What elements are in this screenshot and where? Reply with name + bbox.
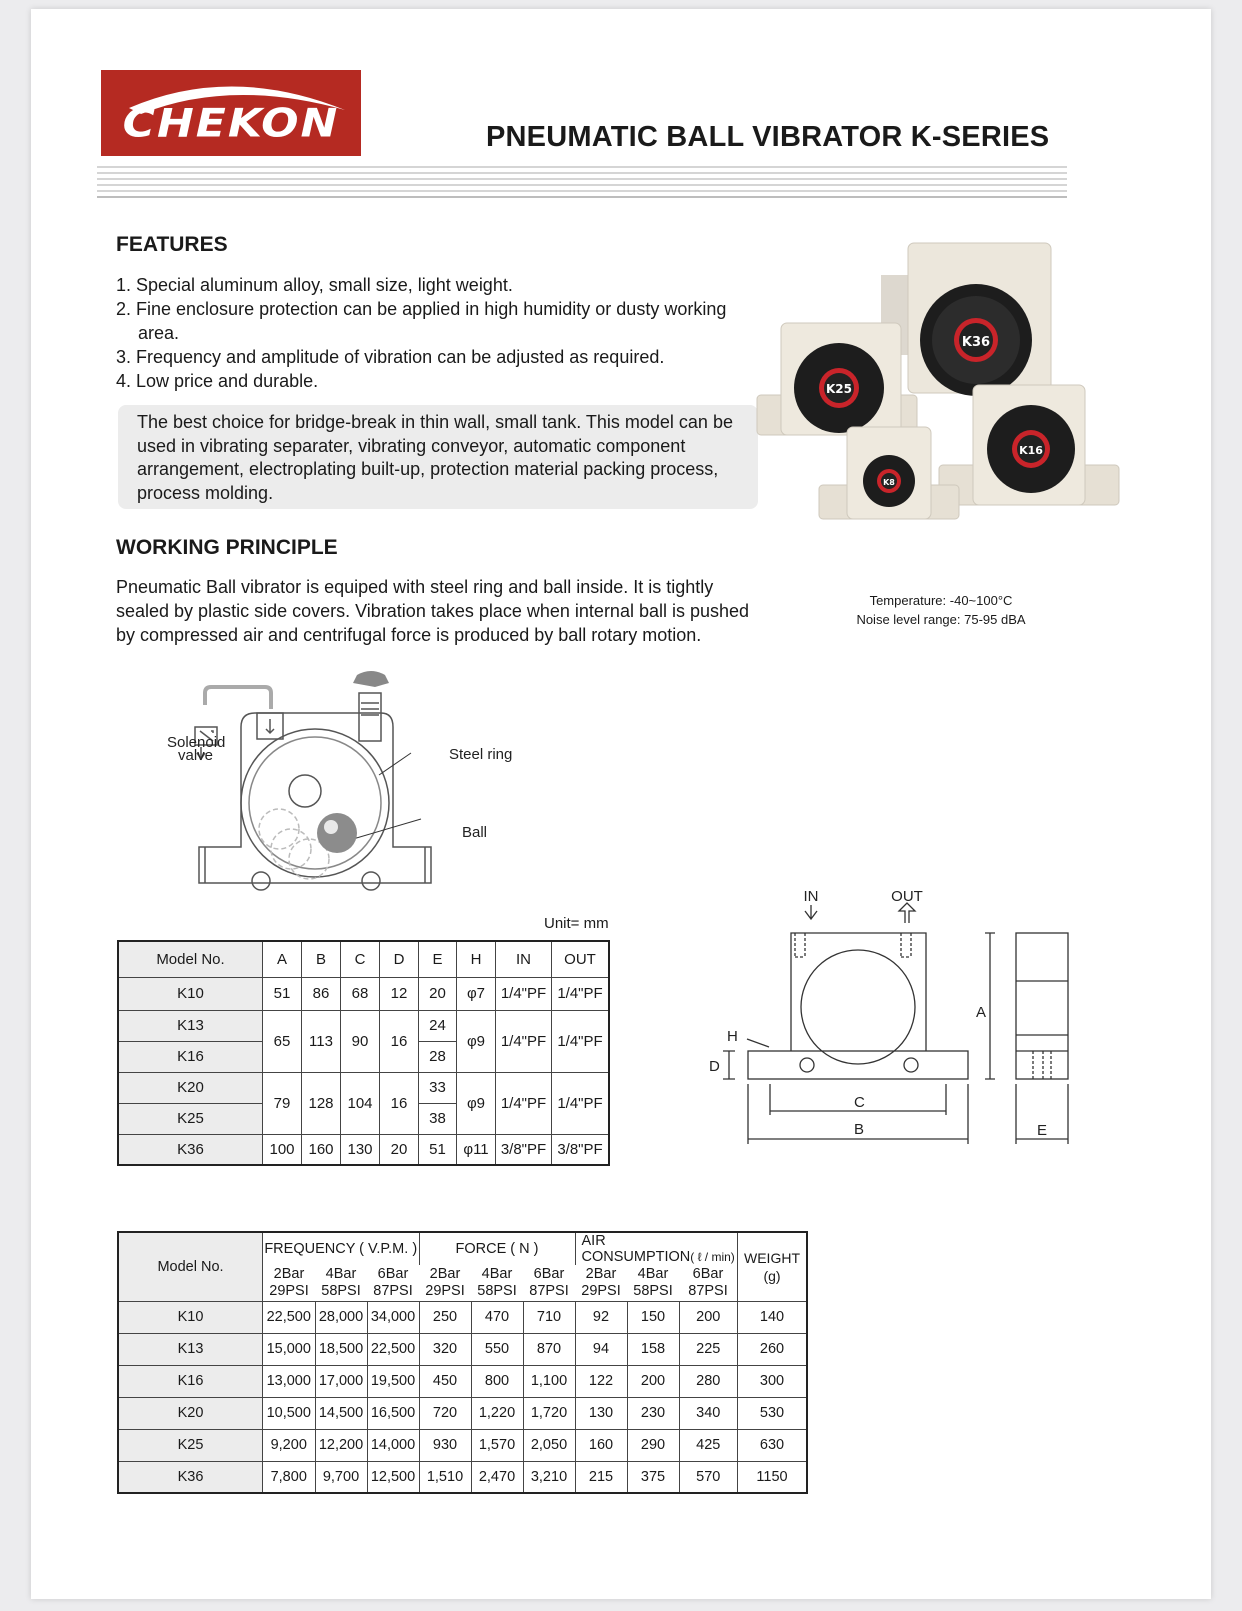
feature-item: 4. Low price and durable. (116, 371, 319, 391)
table-cell: 1/4"PF (552, 1072, 610, 1134)
pressure-psi: 87PSI (688, 1282, 728, 1299)
air-cell: 158 (627, 1333, 679, 1365)
header-rule (97, 172, 1067, 174)
pressure-bar: 4Bar (637, 1265, 669, 1282)
force-cell: 1,100 (523, 1365, 575, 1397)
air-cell: 200 (627, 1365, 679, 1397)
table-cell: φ9 (457, 1072, 496, 1134)
weight-cell: 630 (738, 1429, 808, 1461)
table-cell: φ11 (457, 1134, 496, 1165)
pressure-bar: 4Bar (325, 1265, 357, 1282)
dim-e-label: E (1037, 1122, 1048, 1139)
k25-label: K25 (826, 382, 852, 396)
callout-text: The best choice for bridge-break in thin wall, small tank. This model can be used in vibrating separater, vibrating conveyor, automatic component arrangement, electroplating built-up, protection material packing process, process molding. (137, 412, 733, 503)
table-header: IN (496, 941, 552, 977)
air-header-line1: AIR (581, 1233, 606, 1249)
air-cell: 570 (679, 1461, 738, 1493)
air-header-line2: CONSUMPTION (581, 1249, 691, 1265)
table-cell: 20 (419, 977, 457, 1010)
table-header: OUT (552, 941, 610, 977)
air-cell: 122 (575, 1365, 627, 1397)
solenoid-label-2: valve (178, 747, 214, 764)
application-callout (118, 405, 758, 509)
specs-box (821, 591, 1061, 629)
table-header: A (263, 941, 302, 977)
pressure-header (315, 1265, 367, 1301)
out-port-label: OUT (891, 888, 923, 905)
freq-cell: 19,500 (367, 1365, 419, 1397)
freq-cell: 13,000 (263, 1365, 316, 1397)
table-header: D (380, 941, 419, 977)
out-arrow-icon (899, 903, 915, 923)
table-cell: 90 (341, 1010, 380, 1072)
table-header-row (118, 1232, 807, 1265)
pressure-psi: 29PSI (425, 1282, 465, 1299)
force-cell: 720 (419, 1397, 471, 1429)
pressure-psi: 58PSI (477, 1282, 517, 1299)
freq-cell: 17,000 (315, 1365, 367, 1397)
weight-header (738, 1232, 808, 1301)
force-cell: 1,720 (523, 1397, 575, 1429)
table-cell: 24 (419, 1010, 457, 1041)
datasheet-page (31, 9, 1211, 1599)
table-cell: 3/8"PF (552, 1134, 610, 1165)
page-title: PNEUMATIC BALL VIBRATOR K-SERIES (486, 121, 1050, 153)
freq-cell: 28,000 (315, 1301, 367, 1333)
force-cell: 800 (471, 1365, 523, 1397)
table-row (118, 1365, 807, 1397)
table-cell: 1/4"PF (552, 977, 610, 1010)
table-cell: 51 (419, 1134, 457, 1165)
dim-c-label: C (854, 1094, 865, 1111)
pressure-psi: 29PSI (269, 1282, 309, 1299)
model-cell: K25 (118, 1103, 263, 1134)
table-header: C (341, 941, 380, 977)
table-header: B (302, 941, 341, 977)
pressure-psi: 29PSI (581, 1282, 621, 1299)
table-header: Model No. (118, 941, 263, 977)
noise-spec: Noise level range: 75-95 dBA (856, 612, 1026, 627)
header-rule (97, 190, 1067, 192)
table-cell: 104 (341, 1072, 380, 1134)
k8-label: K8 (883, 478, 895, 487)
dimensions-table (117, 940, 610, 1166)
table-header: Model No. (118, 1232, 263, 1301)
freq-cell: 16,500 (367, 1397, 419, 1429)
table-cell: 20 (380, 1134, 419, 1165)
air-cell: 160 (575, 1429, 627, 1461)
pressure-header (367, 1265, 419, 1301)
dim-h-label: H (727, 1028, 738, 1045)
freq-cell: 22,500 (263, 1301, 316, 1333)
air-cell: 375 (627, 1461, 679, 1493)
table-row (118, 1397, 807, 1429)
table-row (118, 1461, 807, 1493)
table-cell: 16 (380, 1072, 419, 1134)
dim-d-label: D (709, 1058, 720, 1075)
air-cell: 230 (627, 1397, 679, 1429)
temperature-spec: Temperature: -40~100°C (869, 593, 1013, 608)
feature-item: 2. Fine enclosure protection can be applied in high humidity or dusty working area. (116, 299, 727, 343)
header-rule (97, 178, 1067, 180)
model-cell: K36 (118, 1461, 263, 1493)
freq-cell: 18,500 (315, 1333, 367, 1365)
air-cell: 340 (679, 1397, 738, 1429)
force-cell: 320 (419, 1333, 471, 1365)
force-cell: 470 (471, 1301, 523, 1333)
chekon-logo (101, 70, 361, 156)
model-cell: K13 (118, 1010, 263, 1041)
table-cell: 79 (263, 1072, 302, 1134)
air-cell: 200 (679, 1301, 738, 1333)
table-row (118, 1072, 609, 1103)
air-cell: 92 (575, 1301, 627, 1333)
table-cell: 3/8"PF (496, 1134, 552, 1165)
freq-cell: 9,700 (315, 1461, 367, 1493)
working-principle-text: Pneumatic Ball vibrator is equiped with steel ring and ball inside. It is tightly sealed by plastic side covers. Vibration takes place when internal ball is pushed by compressed air and centrifugal force is produced by ball rotary motion. (116, 577, 750, 645)
k16-label: K16 (1019, 444, 1043, 457)
force-cell: 2,050 (523, 1429, 575, 1461)
force-cell: 450 (419, 1365, 471, 1397)
header-rule (97, 184, 1067, 186)
table-cell: 100 (263, 1134, 302, 1165)
model-cell: K20 (118, 1397, 263, 1429)
force-cell: 3,210 (523, 1461, 575, 1493)
pressure-header (679, 1265, 738, 1301)
pressure-bar: 6Bar (377, 1265, 409, 1282)
freq-cell: 12,200 (315, 1429, 367, 1461)
feature-item: 3. Frequency and amplitude of vibration can be adjusted as required. (116, 347, 665, 367)
table-cell: 1/4"PF (552, 1010, 610, 1072)
in-arrow-icon (805, 905, 817, 919)
table-row (118, 1429, 807, 1461)
header-rule (97, 166, 1067, 168)
pressure-psi: 58PSI (633, 1282, 673, 1299)
weight-cell: 300 (738, 1365, 808, 1397)
freq-cell: 7,800 (263, 1461, 316, 1493)
table-cell: 130 (341, 1134, 380, 1165)
vibrator-k36 (881, 243, 1051, 396)
pressure-header (471, 1265, 523, 1301)
model-cell: K16 (118, 1365, 263, 1397)
pressure-bar: 6Bar (692, 1265, 724, 1282)
table-header: H (457, 941, 496, 977)
pressure-bar: 2Bar (429, 1265, 461, 1282)
table-cell: 38 (419, 1103, 457, 1134)
table-cell: 160 (302, 1134, 341, 1165)
weight-cell: 1150 (738, 1461, 808, 1493)
pressure-psi: 87PSI (529, 1282, 569, 1299)
force-cell: 930 (419, 1429, 471, 1461)
dim-a-label: A (976, 1004, 987, 1021)
table-cell: φ9 (457, 1010, 496, 1072)
freq-cell: 15,000 (263, 1333, 316, 1365)
air-cell: 290 (627, 1429, 679, 1461)
weight-cell: 260 (738, 1333, 808, 1365)
force-cell: 2,470 (471, 1461, 523, 1493)
solenoid-label-1: Solenoid (167, 734, 226, 751)
air-consumption-header (575, 1232, 738, 1265)
pressure-header (523, 1265, 575, 1301)
unit-label: Unit= mm (544, 915, 609, 932)
air-cell: 225 (679, 1333, 738, 1365)
weight-cell: 530 (738, 1397, 808, 1429)
table-cell: 65 (263, 1010, 302, 1072)
table-row (118, 1010, 609, 1041)
table-cell: 28 (419, 1041, 457, 1072)
ball-icon (317, 813, 357, 853)
pressure-header (263, 1265, 316, 1301)
air-cell: 425 (679, 1429, 738, 1461)
force-cell: 1,570 (471, 1429, 523, 1461)
table-cell: 16 (380, 1010, 419, 1072)
model-cell: K36 (118, 1134, 263, 1165)
performance-table (117, 1231, 808, 1494)
freq-cell: 14,000 (367, 1429, 419, 1461)
pressure-header (627, 1265, 679, 1301)
table-cell: 86 (302, 977, 341, 1010)
model-cell: K10 (118, 977, 263, 1010)
frequency-header: FREQUENCY ( V.P.M. ) (263, 1232, 420, 1265)
air-cell: 130 (575, 1397, 627, 1429)
freq-cell: 12,500 (367, 1461, 419, 1493)
features-heading: FEATURES (116, 233, 228, 256)
force-cell: 1,220 (471, 1397, 523, 1429)
vibrator-k25 (757, 323, 917, 435)
pressure-psi: 58PSI (321, 1282, 361, 1299)
pressure-bar: 4Bar (481, 1265, 513, 1282)
model-cell: K20 (118, 1072, 263, 1103)
pressure-psi: 87PSI (373, 1282, 413, 1299)
table-cell: 1/4"PF (496, 1072, 552, 1134)
air-cell: 150 (627, 1301, 679, 1333)
table-cell: φ7 (457, 977, 496, 1010)
weight-header-line1: WEIGHT (744, 1249, 800, 1266)
freq-cell: 9,200 (263, 1429, 316, 1461)
pressure-bar: 2Bar (273, 1265, 305, 1282)
table-header: E (419, 941, 457, 977)
pressure-header (575, 1265, 627, 1301)
table-row (118, 1301, 807, 1333)
working-principle-heading: WORKING PRINCIPLE (116, 536, 338, 559)
table-row (118, 1333, 807, 1365)
dimension-drawing (709, 888, 1131, 1169)
force-header: FORCE ( N ) (419, 1232, 575, 1265)
dim-b-label: B (854, 1121, 865, 1138)
header-rule (97, 196, 1067, 198)
in-port-label: IN (803, 888, 819, 905)
table-row (118, 1134, 609, 1165)
model-cell: K16 (118, 1041, 263, 1072)
pressure-bar: 6Bar (533, 1265, 565, 1282)
table-cell: 68 (341, 977, 380, 1010)
model-cell: K25 (118, 1429, 263, 1461)
table-cell: 51 (263, 977, 302, 1010)
air-header-unit: ( ℓ / min) (690, 1250, 735, 1264)
weight-header-line2: (g) (763, 1267, 781, 1284)
freq-cell: 10,500 (263, 1397, 316, 1429)
feature-item: 1. Special aluminum alloy, small size, light weight. (116, 275, 513, 295)
air-cell: 94 (575, 1333, 627, 1365)
vibrator-k16 (939, 385, 1119, 505)
freq-cell: 34,000 (367, 1301, 419, 1333)
table-cell: 1/4"PF (496, 1010, 552, 1072)
force-cell: 550 (471, 1333, 523, 1365)
product-photo (751, 235, 1131, 535)
k36-label: K36 (961, 335, 991, 350)
weight-cell: 140 (738, 1301, 808, 1333)
table-cell: 113 (302, 1010, 341, 1072)
steel-ring-label: Steel ring (449, 746, 513, 763)
exhaust-icon (353, 671, 389, 687)
table-cell: 128 (302, 1072, 341, 1134)
force-cell: 1,510 (419, 1461, 471, 1493)
pressure-bar: 2Bar (585, 1265, 617, 1282)
freq-cell: 22,500 (367, 1333, 419, 1365)
table-cell: 12 (380, 977, 419, 1010)
pressure-header (419, 1265, 471, 1301)
table-header-row (118, 941, 609, 977)
force-cell: 250 (419, 1301, 471, 1333)
working-principle-diagram (131, 669, 531, 909)
performance-table-body (118, 1301, 807, 1493)
model-cell: K10 (118, 1301, 263, 1333)
table-cell: 1/4"PF (496, 977, 552, 1010)
features-list (116, 273, 736, 393)
force-cell: 710 (523, 1301, 575, 1333)
table-row (118, 977, 609, 1010)
freq-cell: 14,500 (315, 1397, 367, 1429)
air-cell: 280 (679, 1365, 738, 1397)
force-cell: 870 (523, 1333, 575, 1365)
logo-wordmark: CHEKON (122, 100, 340, 147)
model-cell: K13 (118, 1333, 263, 1365)
vibrator-k8 (819, 427, 959, 519)
table-cell: 33 (419, 1072, 457, 1103)
air-cell: 215 (575, 1461, 627, 1493)
ball-label: Ball (462, 824, 488, 841)
